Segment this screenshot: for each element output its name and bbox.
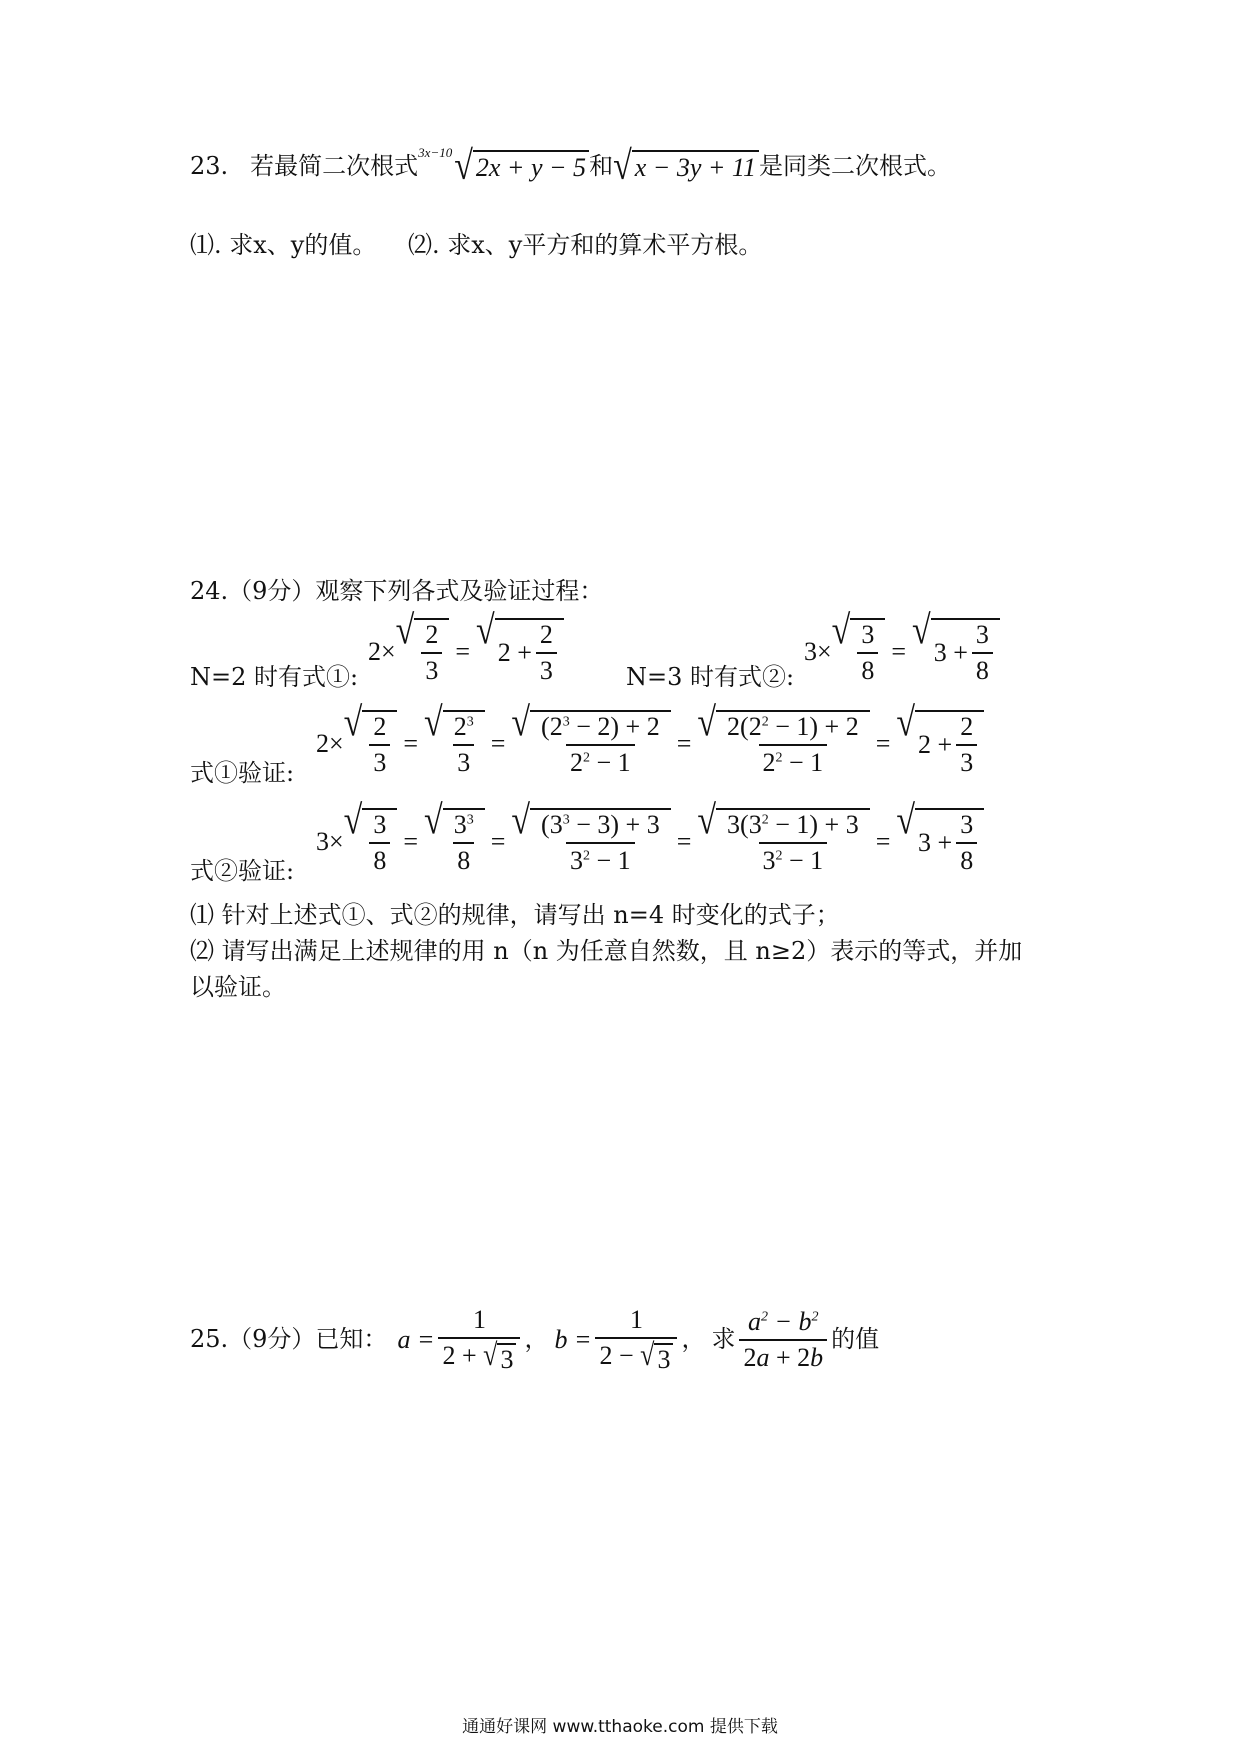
- q24-n2-label: N=2 时有式①:: [190, 663, 359, 691]
- footer-source: 通通好课网 www.tthaoke.com 提供下载: [462, 1717, 778, 1737]
- q23-sub-1: ⑴. 求x、y的值。: [190, 231, 377, 259]
- q24-part-2-line-2: 以验证。: [190, 973, 286, 1001]
- q23-prefix: 若最简二次根式: [250, 152, 419, 181]
- q23-sub-2: ⑵. 求x、y平方和的算术平方根。: [408, 231, 763, 259]
- q23-radicand-2: x − 3y + 11: [632, 150, 759, 184]
- q25-header: 25.（9分）已知：: [190, 1325, 388, 1354]
- q24-header: 24.（9分）观察下列各式及验证过程：: [190, 577, 604, 605]
- q25-line: [190, 1305, 879, 1375]
- q24-verify-2-formula: 3× √ $\frac{3}{8}$ = √ $\frac{3^3}{8}$ = √ $\frac{(3^3 - 3) + 3}{3^2 - 1}$ = √ $\frac{3(3^2 - 1) + 3}{3^2 - 1}$ = √ 3 + $\frac{3}{8}$: [316, 808, 984, 876]
- q23-suffix: 是同类二次根式。: [758, 152, 951, 181]
- q23-label: 23.: [190, 152, 229, 181]
- q25-a-expr: a = 1 2 + √ 3: [397, 1305, 524, 1375]
- q24-n3-label: N=3 时有式②:: [626, 663, 795, 691]
- q25-b-expr: b = 1 2 − √ 3: [554, 1305, 681, 1375]
- q23-and: 和: [589, 152, 614, 181]
- q23-root-index: 3x−10: [418, 144, 453, 160]
- q25-target-expr: $\frac{a^2 - b^2}{2a + 2b}$: [735, 1307, 831, 1373]
- q24-part-2-line-1: ⑵ 请写出满足上述规律的用 n（n 为任意自然数，且 n≥2）表示的等式，并加: [190, 937, 1023, 965]
- q24-part-1: ⑴ 针对上述式①、式②的规律，请写出 n=4 时变化的式子；: [190, 901, 840, 929]
- q25-comma-1: ，: [524, 1325, 549, 1354]
- q25-ask: 求: [711, 1325, 736, 1354]
- q25-tail: 的值: [831, 1325, 880, 1354]
- q24-formula-1: 2× √ $\frac{2}{3}$ = √ 2 + $\frac{2}{3}$: [368, 618, 564, 686]
- q24-formula-2: 3× √ $\frac{3}{8}$ = √ 3 + $\frac{3}{8}$: [804, 618, 1000, 686]
- q23-line: [190, 144, 951, 189]
- q24-verify-2-label: 式②验证:: [190, 857, 295, 885]
- q23-radicand-1: 2x + y − 5: [473, 150, 589, 184]
- q25-comma-2: ，: [681, 1325, 706, 1354]
- q24-verify-1-formula: 2× √ $\frac{2}{3}$ = √ $\frac{2^3}{3}$ = √ $\frac{(2^3 - 2) + 2}{2^2 - 1}$ = √ $\frac{2(2^2 - 1) + 2}{2^2 - 1}$ = √ 2 + $\frac{2}{3}$: [316, 710, 984, 778]
- q23-radical-2: √ x − 3y + 11: [613, 150, 759, 184]
- q23-radical-1: 3x−10 √ 2x + y − 5: [418, 150, 589, 184]
- q24-verify-1-label: 式①验证:: [190, 759, 295, 787]
